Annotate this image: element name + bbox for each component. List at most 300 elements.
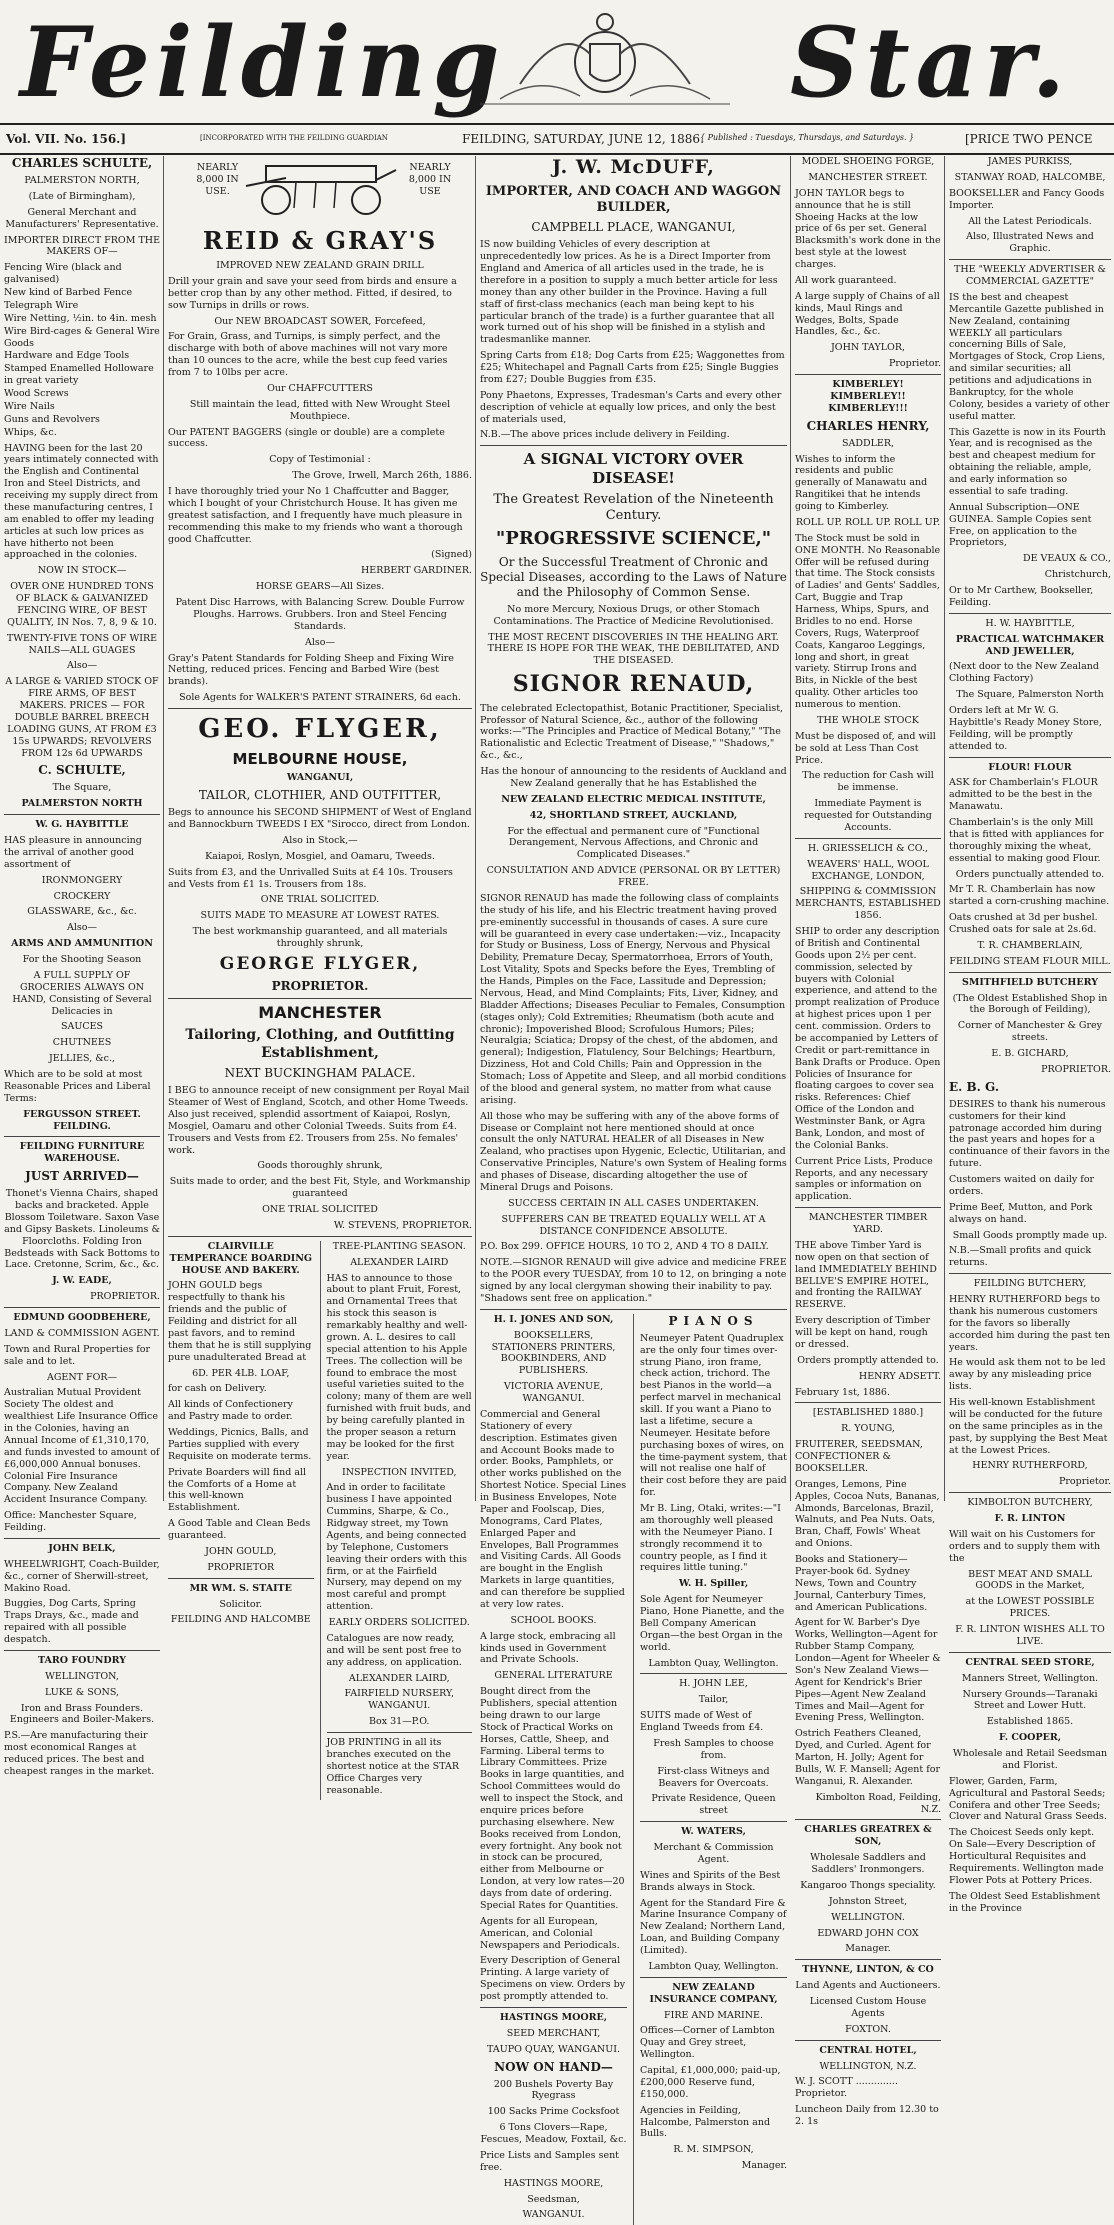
cooper-name: F. COOPER,: [998, 1732, 1062, 1744]
insurance-capital: Capital, £1,000,000; paid-up, £200,000 Reserve fund, £150,000.: [640, 2065, 781, 2100]
laird-sign: ALEXANDER LAIRD,: [348, 1672, 450, 1684]
purkiss-bookseller: BOOKSELLER and Fancy Goods Importer.: [949, 187, 1105, 211]
masthead-title-left: Feilding: [20, 6, 506, 119]
waters-wines: Wines and Spirits of the Best Brands always in Stock.: [640, 1869, 781, 1893]
sole-agents: Sole Agents for WALKER'S PATENT STRAINERS, 6d each.: [179, 692, 461, 704]
chaffcutters-text: Still maintain the lead, fitted with New Wrought Steel Mouthpiece.: [189, 398, 451, 422]
grain-drill-icon: [246, 156, 396, 218]
haybittle-also: Also—: [67, 922, 97, 934]
list-item: Wire Bird-cages & General Wire Goods: [4, 325, 160, 349]
campbell-place: CAMPBELL PLACE, WANGANUI,: [531, 220, 736, 235]
prime-beef: Prime Beef, Mutton, and Pork always on hand.: [949, 1201, 1093, 1225]
lee-role: Tailor,: [698, 1694, 729, 1706]
volume-number: Vol. VII. No. 156.]: [6, 132, 127, 146]
buggies-text: Buggies, Dog Carts, Spring Traps Drays, &c., made and repaired with all possible despatch.: [4, 1598, 139, 1645]
griesselich-name: H. GRIESSELICH & CO.,: [807, 842, 929, 854]
all-work: All work guaranteed.: [795, 274, 897, 286]
choicest-seeds: The Choicest Seeds only kept. On Sale—Every Description of Horticultural Requisites and Requirements. Wellington made Flower Pots at Pottery Prices.: [949, 1827, 1104, 1886]
flyger-wanganui: WANGANUI,: [286, 772, 354, 784]
renaud-po-box: P.O. Box 299. OFFICE HOURS, 10 TO 2, AND 4 TO 8 DAILY.: [480, 1241, 769, 1253]
adsett-name: HENRY ADSETT.: [858, 1370, 941, 1382]
jones-address: VICTORIA AVENUE, WANGANUI.: [503, 1381, 604, 1404]
gould-text: JOHN GOULD begs respectfully to thank his friends and the public of Feilding and district for all past favors, and to remind them that he is still supplying pure unadulterated Bread at: [168, 1280, 312, 1363]
haybittle-text: HAS pleasure in announcing the arrival of another good assortment of: [4, 835, 142, 870]
hastings-wanganui: WANGANUI.: [522, 2209, 585, 2221]
renaud-honour: Has the honour of announcing to the residents of Auckland and New Zealand generally that he has Established the: [480, 766, 787, 789]
horse-gears: HORSE GEARS—All Sizes.: [255, 581, 385, 593]
chamberlain-name: T. R. CHAMBERLAIN,: [977, 939, 1083, 951]
schulte-late: (Late of Birmingham),: [28, 190, 136, 202]
next-door: (Next door to the New Zealand Clothing Factory): [949, 661, 1099, 685]
spiller-text: Sole Agent for Neumeyer Piano, Hone Pianette, and the Bell Company American Organ—the best Organ in the world.: [640, 1594, 785, 1653]
central-place: WELLINGTON, N.Z.: [819, 2060, 917, 2072]
carthew-text: Or to Mr Carthew, Bookseller, Feilding.: [949, 585, 1094, 608]
issue-date: FEILDING, SATURDAY, JUNE 12, 1886.: [462, 132, 704, 146]
timber-heading: MANCHESTER TIMBER YARD.: [808, 1212, 928, 1235]
column-rule: [163, 156, 164, 1501]
central-seed-store: CENTRAL SEED STORE,: [965, 1656, 1095, 1668]
column-1: [4, 156, 161, 1777]
flyger-text: Begs to announce his SECOND SHIPMENT of West of England and Bannockburn TWEEDS I EX "Sirocco, direct from London.: [168, 807, 472, 830]
chaffcutters-heading: Our CHAFFCUTTERS: [267, 382, 373, 394]
suits-text: Suits from £3, and the Unrivalled Suits at £4 10s. Trousers and Vests from £1 1s. Trousers from 18s.: [168, 866, 453, 890]
taylor-text: JOHN TAYLOR begs to announce that he is still Shoeing Hacks at the low price of 6s per set. General Blacksmith's work done in the best style at the lowest charges.: [795, 187, 941, 270]
oats-text: Oats crushed at 3d per bushel. Crushed oats for sale at 2s.6d.: [949, 912, 1098, 935]
testimonial-signed: (Signed): [431, 549, 472, 561]
scott-proprietor: W. J. SCOTT .............. Proprietor.: [795, 2076, 898, 2100]
column-rule: [475, 156, 476, 1501]
furniture-text: Thonet's Vienna Chairs, shaped backs and bracketed. Apple Blossom Toiletware. Saxon Vase and Gipsy Baskets. Linoleums & Floorcloths. Folding Iron Bedsteads with Sack Bottoms to Lace. Cretonne, Scrim, &c., &c.: [4, 1188, 160, 1271]
flyger-title: GEO. FLYGER,: [198, 714, 442, 744]
clairville-ad: [168, 1241, 314, 1801]
best-meat: BEST MEAT AND SMALL GOODS in the Market,: [968, 1568, 1092, 1592]
groceries-text: A FULL SUPPLY OF GROCERIES ALWAYS ON HAND, Consisting of Several Delicacies in: [12, 969, 152, 1017]
kimberley-heading: KIMBERLEY! KIMBERLEY!! KIMBERLEY!!!: [828, 379, 908, 414]
importer-list: [4, 262, 160, 438]
now-in-stock: NOW IN STOCK—: [37, 565, 127, 577]
renaud-effectual: For the effectual and permanent cure of "Functional Derangement, Nervous Affections, and Chronic and Complicated Diseases.": [507, 825, 760, 861]
just-arrived: JUST ARRIVED—: [25, 1169, 139, 1184]
manners-street: Manners Street, Wellington.: [961, 1672, 1099, 1684]
renaud-consultation: CONSULTATION AND ADVICE (PERSONAL OR BY LETTER) FREE.: [486, 865, 781, 888]
small-profits: N.B.—Small profits and quick returns.: [949, 1245, 1092, 1269]
printing-text: Every Description of General Printing. A large variety of Specimens on view. Orders by post promptly attended to.: [480, 1955, 626, 2002]
greatrex-wellington: WELLINGTON.: [831, 1911, 905, 1923]
renaud-sufferers: SUFFERERS CAN BE TREATED EQUALLY WELL AT A DISTANCE CONFIDENCE ABSOLUTE.: [501, 1213, 766, 1237]
school-books: SCHOOL BOOKS.: [510, 1614, 597, 1626]
forge-heading: MODEL SHOEING FORGE,: [801, 156, 935, 167]
gazette-subscription: Annual Subscription—ONE GUINEA. Sample Copies sent Free, on application to the Proprietors,: [949, 501, 1092, 549]
linton-name: F. R. LINTON: [994, 1513, 1066, 1524]
pianos-ad: [640, 1314, 787, 2225]
renaud-address: 42, SHORTLAND STREET, AUCKLAND,: [529, 809, 738, 821]
signal-victory: A SIGNAL VICTORY OVER DISEASE!: [523, 450, 744, 487]
rutherford-text: HENRY RUTHERFORD begs to thank his numerous customers for the favors so liberally accorded him during the past ten years.: [949, 1294, 1111, 1353]
tailoring-title: Tailoring, Clothing, and Outfitting Establishment,: [185, 1027, 455, 1061]
piano-text: Neumeyer Patent Quadruplex are the only four times over-strung Piano, iron frame, check action, trichord. The best Pianos in the world—a perfect marvel in mechanical skill. If you want a Piano to last a lifetime, secure a Neumeyer. Hesitate before purchasing boxes of wires, on the time-payment system, that will not realise one half of their cost before they are paid for.: [640, 1332, 787, 1499]
harrows-text: Patent Disc Harrows, with Balancing Screw. Double Furrow Ploughs. Harrows. Grubbers. Iron and Steel Fencing Standards.: [175, 597, 465, 632]
current-prices: Current Price Lists, Produce Reports, and any necessary samples or information on application.: [795, 1155, 933, 1203]
fruiterer-heading: FRUITERER, SEEDSMAN, CONFECTIONER & BOOKSELLER.: [795, 1439, 923, 1474]
oldest-seed: The Oldest Seed Establishment in the Province: [949, 1890, 1101, 1914]
henry-role: SADDLER,: [841, 437, 895, 449]
george-flyger: GEORGE FLYGER,: [219, 953, 421, 974]
young-name: R. YOUNG,: [841, 1423, 895, 1435]
gazette-more: This Gazette is now in its Fourth Year, and is recognised as the best and cheapest medium for obtaining the reliable, ample, and early information so essential to safe trading.: [949, 426, 1106, 497]
column-rule: [944, 156, 945, 1501]
gichard-name: E. B. GICHARD,: [991, 1048, 1069, 1059]
schulte-role: General Merchant and Manufacturers' Representative.: [5, 206, 159, 230]
kimbolton-road: Kimbolton Road, Feilding, N.Z.: [815, 1791, 941, 1815]
haybittle-item: GLASSWARE, &c., &c.: [27, 906, 137, 918]
orders-prompt: Orders promptly attended to.: [797, 1354, 939, 1366]
gould-name: JOHN GOULD,: [205, 1545, 277, 1557]
renaud-body: SIGNOR RENAUD has made the following class of complaints the study of his life, and his Electric treatment having proved pre-eminently successful in thousands of cases. A sure cure will be guaranteed in every case undertaken:—viz., Incapacity for Study or Business, Loss of Energy, Nervous and Physical Debility, Premature Decay, Spermatorrhoea, Errors of Youth, Lost Vitality, Spots and Specks before the Eyes, Trembling of the Hands, Pimples on the Face, Lassitude and Depression; Nervous, Head, and Mind Complaints; Fits, Liver, Kidney, and Bladder Affections; Diseases Peculiar to Females, Consumption (stages only); Cold Extremities; Rheumatism (both acute and chronic); Impoverished Blood; Scrofulous Humors; Piles; Neuralgia; Sciatica; Dropsy of the chest, of the abdomen, and general); Indigestion, Flatulency, Sour Belchings; Heartburn, Dizziness, Hot and Cold Chills; Pain and Oppression in the Stomach; Loss of Appetite and Sleep, and all morbid conditions of the blood and general system, no matter from what cause arising.: [480, 892, 787, 1106]
punctually-attended: Orders punctually attended to.: [955, 868, 1105, 880]
steam-mill: FEILDING STEAM FLOUR MILL.: [949, 955, 1111, 967]
catalogues: Catalogues are now ready, and will be sent post free to any address, on application.: [326, 1632, 462, 1668]
grays-patent: Gray's Patent Standards for Folding Sheep and Fixing Wire Netting, reduced prices. Fencing and Barbed Wire (best brands).: [168, 652, 454, 688]
foundry-heading: TARO FOUNDRY: [37, 1654, 126, 1666]
renaud-text: The celebrated Eclectopathist, Botanic Practitioner, Specialist, Professor of Natural Science, &c., author of the following works:—"The Principles and Practice of Medical Botany," "The Rationalistic and Eclectic Treatment of Disease," "Shadows," &c., &c.,: [480, 702, 784, 762]
column-5: [949, 156, 1111, 1914]
forge-street: MANCHESTER STREET.: [808, 171, 928, 183]
list-item: Wire Netting, ½in. to 4in. mesh: [4, 312, 157, 324]
having-text: HAVING been for the last 20 years intimately connected with the English and Continental Iron and Steel Districts, and receiving my supply direct from these manufacturing centres, I am enabled to offer my leading articles at such low prices as have hitherto not been approached in the colonies.: [4, 442, 159, 561]
list-item: Wood Screws: [4, 388, 69, 399]
melbourne-house: MELBOURNE HOUSE,: [232, 749, 408, 768]
dateline: [0, 123, 1114, 155]
suits-made: SUITS MADE TO MEASURE AT LOWEST RATES.: [200, 910, 440, 922]
ostrich-text: Ostrich Feathers Cleaned, Dyed, and Curled. Agent for Marton, H. Jolly; Agent for Bulls, W. F. Mansell; Agent for Wanganui, R. Alexander.: [795, 1728, 940, 1787]
ling-testimonial: Mr B. Ling, Otaki, writes:—"I am thoroughly well pleased with the Neumeyer Piano. I strongly recommend it to country people, as I find it requires little tuning.": [640, 1503, 781, 1574]
staite-name: MR WM. S. STAITE: [189, 1582, 292, 1594]
grocery-item: CHUTNEES: [52, 1037, 112, 1049]
price: [PRICE TWO PENCE: [965, 132, 1093, 146]
mcduff-nb: N.B.—The above prices include delivery in Feilding.: [480, 429, 730, 441]
column-3: [480, 156, 788, 2221]
also-label: Also—: [305, 636, 335, 648]
column-rule: [790, 156, 791, 1501]
importer-heading: IMPORTER DIRECT FROM THE MAKERS OF—: [4, 234, 161, 258]
table-beds: A Good Table and Clean Beds guaranteed.: [168, 1518, 311, 1541]
ship-text: SHIP to order any description of British and Continental Goods upon 2½ per cent. commission, selected by buyers with Colonial experience, and attend to the prompt realization of Produce at highest prices upon 1 per cent. commission. Orders to be accompanied by Letters of Credit or part-remittance in Bank Drafts or Produce. Open Policies of Insurance for floating cargoes to cover sea risks. References: Chief Office of the London and Westminster Bank, or Agra Bank, London, and most of the Colonial Banks.: [795, 926, 941, 1151]
spring-carts: Spring Carts from £18; Dog Carts from £25; Waggonettes from £25; Whitechapel and Pagnall Carts from £25; Single Buggies from £27; Double Buggies from £35.: [480, 350, 785, 385]
manchester-title: MANCHESTER: [258, 1003, 382, 1023]
progressive-science: "PROGRESSIVE SCIENCE,": [495, 528, 772, 550]
henry-name: CHARLES HENRY,: [806, 418, 930, 433]
smithfield-oldest: (The Oldest Established Shop in the Borough of Feilding),: [952, 992, 1108, 1016]
haybittle-name-2: H. W. HAYBITTLE,: [985, 617, 1075, 629]
lowest-prices: at the LOWEST POSSIBLE PRICES.: [965, 1596, 1095, 1620]
foundry-place: WELLINGTON,: [45, 1670, 119, 1682]
agent-for: AGENT FOR—: [46, 1371, 118, 1383]
barber-text: Agent for W. Barber's Dye Works, Wellington—Agent for Rubber Stamp Company, London—Agent for Wheeler & Son's New Zealand Views—Agent for Kendrick's Brier Pipes—Agent New Zealand Times and Mail—Agent for Evening Press, Wellington.: [795, 1617, 941, 1724]
insurance-agencies: Agencies in Feilding, Halcombe, Palmerston and Bulls.: [640, 2104, 771, 2140]
customers-waited: Customers waited on daily for orders.: [949, 1174, 1095, 1197]
loaf-price: 6D. PER 4LB. LOAF,: [192, 1367, 290, 1379]
eade-name: J. W. EADE,: [52, 1275, 112, 1287]
office-text: Office: Manchester Square, Feilding.: [4, 1510, 137, 1533]
mcduff-title: J. W. McDUFF,: [552, 156, 715, 178]
taupo-quay: TAUPO QUAY, WANGANUI.: [487, 2043, 620, 2055]
lee-residence: Private Residence, Queen street: [651, 1793, 776, 1817]
baggers-text: Our PATENT BAGGERS (single or double) are a complete success.: [168, 426, 445, 450]
testimonial-text: I have thoroughly tried your No 1 Chaffcutter and Bagger, which I bought of your Christchurch House. It has given me greatest satisfaction, and I frequently have much pleasure in recommending this make to my friends who want a thorough good Chaffcutter.: [168, 486, 463, 545]
nearly-8000-right: NEARLY 8,000 IN USE: [408, 162, 452, 197]
rutherford-name: HENRY RUTHERFORD,: [972, 1460, 1088, 1472]
testimonial-copy: Copy of Testimonial :: [269, 454, 371, 466]
crushing-text: Mr T. R. Chamberlain has now started a corn-crushing machine.: [949, 884, 1110, 908]
renaud-institute: NEW ZEALAND ELECTRIC MEDICAL INSTITUTE,: [501, 793, 766, 805]
no-more: No more Mercury, Noxious Drugs, or other Stomach Contaminations. The Practice of Medicine Revolutionised.: [493, 603, 774, 627]
incorporated-note: [INCORPORATED WITH THE FEILDING GUARDIAN: [200, 134, 388, 142]
ebg-initials: E. B. G.: [949, 1079, 999, 1094]
list-item: Wire Nails: [4, 400, 55, 412]
masthead-title-right: Star.: [790, 6, 1072, 119]
laird-text: HAS to announce to those about to plant Fruit, Forest, and Ornamental Trees that his stock this season is remarkably healthy and well-grown. A. L. desires to call special attention to his Apple Trees. The collection will be found to embrace the most useful varieties suited to the colony; many of them are well furnished with fruit buds, and by being carefully planted in the proper season a return may be looked for the first year.: [326, 1272, 472, 1462]
schulte-sign-town: PALMERSTON NORTH: [21, 798, 143, 810]
licensed-agents: Licensed Custom House Agents: [809, 1996, 927, 2019]
thynne-name: THYNNE, LINTON, & CO: [802, 1964, 934, 1976]
schulte-place: PALMERSTON NORTH,: [24, 175, 140, 186]
arms-for: For the Shooting Season: [22, 954, 142, 965]
pianos-heading: PIANOS: [668, 1313, 759, 1328]
goodbehere-name: EDMUND GOODBEHERE,: [13, 1312, 151, 1323]
also-label: Also—: [67, 660, 97, 672]
laird-name: ALEXANDER LAIRD: [350, 1256, 449, 1268]
land-text: Town and Rural Properties for sale and to let.: [4, 1343, 151, 1367]
confectionery: All kinds of Confectionery and Pastry made to order.: [168, 1399, 293, 1423]
jones-ad: [480, 1314, 627, 2225]
central-hotel: CENTRAL HOTEL,: [819, 2044, 917, 2056]
linton-text: Will wait on his Customers for orders and to supply them with the: [949, 1528, 1101, 1564]
seedsman: Seedsman,: [527, 2193, 580, 2205]
books-text: Books and Stationery—Prayer-book 6d. Sydney News, Town and Country Journal, Canterbury Times, and American Publications.: [795, 1554, 928, 1613]
foundry-firm: LUKE & SONS,: [44, 1686, 120, 1698]
mcduff-text: IS now building Vehicles of every description at unprecedentedly low prices. As he is a Direct Importer from England and America of all articles used in the trade, he is therefore in a position to supply a much better article for less money than any other builder in the Province. Having a full staff of first-class mechanics (each man being kept to his particular branch of the trade) is a further guarantee that all work turned out of his shop will be finished in a stylish and tradesmanlike manner.: [480, 239, 778, 346]
eade-role: PROPRIETOR.: [90, 1291, 160, 1303]
purkiss-name: JAMES PURKISS,: [987, 156, 1073, 167]
chamberlain-text: ASK for Chamberlain's FLOUR admitted to be the best in the Manawatu.: [949, 777, 1098, 813]
spiller-address: Lambton Quay, Wellington.: [648, 1657, 779, 1669]
reid-gray-title: REID & GRAY'S: [202, 226, 438, 255]
one-trial-2: ONE TRIAL SOLICITED: [262, 1204, 378, 1215]
orders-left: Orders left at Mr W. G. Haybittle's Ready Money Store, Feilding, will be promptly attended to.: [949, 705, 1102, 752]
foundry-text: Iron and Brass Founders. Engineers and Boiler-Makers.: [9, 1702, 155, 1726]
timber-text: THE above Timber Yard is now open on that section of land IMMEDIATELY BEHIND BELLVE'S EMPIRE HOTEL, and fronting the RAILWAY RESERVE.: [795, 1239, 937, 1311]
broadcast-text: For Grain, Grass, and Turnips, is simply perfect, and the discharge with both of above machines will not vary more than 10 ounces to the acre, while the best cup feed varies from 7 to 10lbs per acre.: [168, 331, 448, 378]
simpson-role: Manager.: [741, 2160, 788, 2172]
pony-phaetons: Pony Phaetons, Expresses, Tradesman's Carts and every other description of vehicle at equally low prices, and only the best of materials used,: [480, 389, 782, 425]
greatrex-name: CHARLES GREATREX & SON,: [804, 1824, 932, 1848]
list-item: Whips, &c.: [4, 426, 57, 438]
taylor-name: JOHN TAYLOR,: [830, 342, 906, 354]
fire-marine: FIRE AND MARINE.: [663, 2009, 764, 2021]
grocery-item: JELLIES, &c.,: [48, 1053, 116, 1065]
luncheon: Luncheon Daily from 12.30 to 2. 1s: [795, 2104, 939, 2127]
nearly-8000-left: NEARLY 8,000 IN USE.: [196, 162, 239, 197]
drill-text: Drill your grain and save your seed from birds and ensure a better crop than by any other method. Fitted, if desired, to sow Turnips in drills or rows.: [168, 275, 457, 311]
feilding-butchery: FEILDING BUTCHERY,: [973, 1278, 1087, 1290]
schulte-sign-place: The Square,: [52, 782, 112, 794]
roll-up: ROLL UP. ROLL UP. ROLL UP.: [795, 516, 941, 528]
suits-order: Suits made to order, and the best Fit, Style, and Workmanship guaranteed: [169, 1176, 471, 1200]
hastings-item: 200 Bushels Poverty Bay Ryegrass: [493, 2078, 614, 2102]
immediate-payment: Immediate Payment is requested for Outstanding Accounts.: [804, 798, 932, 833]
agents-for: Agents for all European, American, and Colonial Newspapers and Periodicals.: [480, 1915, 620, 1951]
weddings: Weddings, Picnics, Balls, and Parties supplied with every Requisite on moderate terms.: [168, 1427, 312, 1462]
wheelwright-text: WHEELWRIGHT, Coach-Builder, &c., corner of Sherwill-street, Makino Road.: [4, 1558, 160, 1594]
waters-role: Merchant & Commission Agent.: [653, 1842, 774, 1865]
tree-heading: TREE-PLANTING SEASON.: [332, 1240, 466, 1252]
waters-agent: Agent for the Standard Fire & Marine Insurance Company of New Zealand; Northern Land, Loan, and Building Company (Limited).: [640, 1897, 787, 1956]
signor-renaud: SIGNOR RENAUD,: [512, 671, 755, 698]
mill-text: Chamberlain's is the only Mill that is fitted with appliances for thoroughly mixing the wheat, essential to making good Flour.: [949, 817, 1104, 864]
seed-merchant: SEED MERCHANT,: [506, 2027, 601, 2039]
lee-suits: SUITS made of West of England Tweeds from £4.: [640, 1710, 764, 1733]
johnston-street: Johnston Street,: [828, 1895, 908, 1907]
recent-discoveries: THE MOST RECENT DISCOVERIES IN THE HEALING ART. THERE IS HOPE FOR THE WEAK, THE DEBILITATED, AND THE DISEASED.: [487, 631, 780, 667]
smithfield-heading: SMITHFIELD BUTCHERY: [961, 976, 1099, 988]
shipping-heading: SHIPPING & COMMISSION MERCHANTS, ESTABLISHED 1856.: [795, 886, 941, 922]
jones-trade: BOOKSELLERS, STATIONERS PRINTERS, BOOKBINDERS, AND PUBLISHERS.: [491, 1329, 616, 1377]
insurance-offices: Offices—Corner of Lambton Quay and Grey street, Wellington.: [640, 2025, 775, 2061]
spiller-name: W. H. Spiller,: [678, 1578, 749, 1590]
price-lists: Price Lists and Samples sent free.: [480, 2149, 620, 2173]
hastings-item: 6 Tons Clovers—Rape, Fescues, Meadow, Foxtail, &c.: [480, 2122, 627, 2145]
list-item: Telegraph Wire: [4, 299, 79, 311]
laird-box: Box 31—P.O.: [369, 1716, 430, 1728]
agent-text: Australian Mutual Provident Society The oldest and wealthiest Life Insurance Office in the Colonies, having an Annual Income of £1,310,170, and funds invested to amount of £6,000,000 Annual bonuses. Colonial Fire Insurance Company. New Zealand Accident Insurance Company.: [4, 1387, 160, 1506]
laird-ad: [327, 1241, 473, 1801]
list-item: Fencing Wire (black and galvanised): [4, 262, 122, 286]
testimonial-date: The Grove, Irwell, March 26th, 1886.: [292, 470, 472, 482]
gazette-text: IS the best and cheapest Mercantile Gazette published in New Zealand, containing WEEKLY all particulars concerning Bills of Sale, Mortgages of Stock, Crop Liens, and similar securities; all petitions and adjudications in Bankruptcy, for the whole Colony, besides a variety of other useful matter.: [949, 291, 1110, 422]
now-on-hand: NOW ON HAND—: [494, 2059, 613, 2074]
column-2: [168, 156, 472, 1796]
illustrated-news: Also, Illustrated News and Graphic.: [966, 231, 1094, 255]
list-item: Guns and Revolvers: [4, 413, 100, 425]
early-orders: EARLY ORDERS SOLICITED.: [328, 1617, 470, 1628]
lee-witneys: First-class Witneys and Beavers for Overcoats.: [657, 1765, 770, 1789]
best-workmanship: The best workmanship guaranteed, and all materials throughly shrunk,: [192, 926, 448, 949]
testimonial-author: HERBERT GARDINER.: [360, 565, 472, 577]
gazette-heading: THE "WEEKLY ADVERTISER & COMMERCIAL GAZETTE": [954, 264, 1106, 287]
staite-role: Solicitor.: [219, 1598, 263, 1610]
coat-of-arms-icon: [480, 4, 730, 114]
list-item: Hardware and Edge Tools: [4, 350, 130, 362]
school-text: A large stock, embracing all kinds used in Government and Private Schools.: [480, 1630, 616, 1666]
list-item: Stamped Enamelled Holloware in great variety: [4, 363, 154, 387]
linton-wishes: F. R. LINTON WISHES ALL TO LIVE.: [955, 1624, 1105, 1647]
foxton: FOXTON.: [845, 2023, 891, 2035]
fruit-text: Oranges, Lemons, Pine Apples, Cocoa Nuts, Bananas, Almonds, Barcelonas, Brazil, Walnuts, and Pea Nuts. Oats, Bran, Chaff, Fowls' Wheat and Onions.: [795, 1478, 940, 1550]
wire-nails-stock: TWENTY-FIVE TONS OF WIRE NAILS—ALL GUAGES: [6, 632, 158, 656]
weavers-hall: WEAVERS' HALL, WOOL EXCHANGE, LONDON,: [807, 858, 929, 882]
every-timber: Every description of Timber will be kept on hand, rough or dressed.: [795, 1315, 931, 1350]
whole-stock-text: Must be disposed of, and will be sold at Less Than Cost Price.: [795, 730, 936, 766]
gould-role: PROPRIETOR: [207, 1561, 275, 1573]
adsett-date: February 1st, 1886.: [795, 1386, 890, 1398]
list-item: New kind of Barbed Fence: [4, 287, 133, 298]
seed-established: Established 1865.: [986, 1716, 1074, 1728]
whole-stock: THE WHOLE STOCK: [817, 714, 919, 726]
haybittle-name: W. G. HAYBITTLE: [35, 819, 129, 831]
foundry-ps: P.S.—Are manufacturing their most economical Ranges at reduced prices. The best and cheapest ranges in the market.: [4, 1730, 155, 1777]
arms-heading: ARMS AND AMMUNITION: [11, 938, 153, 950]
fencing-wire-stock: OVER ONE HUNDRED TONS OF BLACK & GALVANIZED FENCING WIRE, OF BEST QUALITY, IN Nos. 7, 8, 9 & 10.: [7, 581, 157, 628]
clairville-heading: CLAIRVILLE TEMPERANCE BOARDING HOUSE AND BAKERY.: [169, 1240, 312, 1276]
taylor-role: Proprietor.: [889, 358, 941, 370]
nursery-grounds: Nursery Grounds—Taranaki Street and Lower Hutt.: [962, 1688, 1098, 1712]
haybittle-item: CROCKERY: [53, 890, 111, 902]
inspection-text: And in order to facilitate business I have appointed Cummins, Sharpe, & Co., Ridgway street, my Town Agents, and being connected by Telephone, Customers leaving their orders with this firm, or at the Fairfield Nursery, may depend on my most careful and prompt attention.: [326, 1482, 467, 1613]
waters-name: W. WATERS,: [681, 1826, 746, 1838]
stock-text: The Stock must be sold in ONE MONTH. No Reasonable Offer will be refused during that time. The Stock consists of Ladies' and Gents' Saddles, Cart, Buggie and Trap Harness, Whips, Spurs, and Bridles to no end. Horse Covers, Rugs, Waterproof Coats, Kangaroo Leggings, long and short, in great variety. Stirrup Irons and Bits, in Nickle of the best quality. Other articles too numerous to mention.: [795, 532, 941, 710]
rutherford-well-known: His well-known Establishment will be conducted for the future on the same principles as in the past, by supplying the Best Meat at the Lowest Prices.: [949, 1397, 1108, 1456]
for-cash: for cash on Delivery.: [168, 1383, 267, 1395]
watchmaker-heading: PRACTICAL WATCHMAKER AND JEWELLER,: [955, 633, 1105, 657]
haybittle-item: IRONMONGERY: [41, 874, 123, 886]
cooper-role: Wholesale and Retail Seedsman and Florist.: [952, 1748, 1108, 1771]
cox-role: Manager.: [845, 1943, 891, 1955]
beg-text: I BEG to announce receipt of new consignment per Royal Mail Steamer of West of England, Scotch, and other Home Tweeds. Also just received, splendid assortment of Kaiapoi, Roslyn, Mosgiel, Oamaru and other Colonial Tweeds. Suits from £4. Trousers and Vests from £2. Trousers from 25s. No females' work.: [168, 1085, 470, 1156]
furniture-heading: FEILDING FURNITURE WAREHOUSE.: [19, 1141, 145, 1165]
flyger-tailor: TAILOR, CLOTHIER, AND OUTFITTER,: [198, 788, 442, 803]
fergusson-street: FERGUSSON STREET. FEILDING.: [23, 1108, 141, 1132]
reduction-text: The reduction for Cash will be immense.: [802, 770, 934, 794]
lee-name: H. JOHN LEE,: [679, 1678, 748, 1690]
latest-periodicals: All the Latest Periodicals.: [968, 215, 1092, 227]
also-in-stock: Also in Stock,—: [282, 834, 358, 846]
goods-shrunk: Goods thoroughly shrunk,: [257, 1160, 383, 1172]
greatrex-trade: Wholesale Saddlers and Saddlers' Ironmongers.: [810, 1852, 926, 1875]
schulte-name: CHARLES SCHULTE,: [11, 156, 153, 170]
lee-samples: Fresh Samples to choose from.: [653, 1737, 774, 1761]
schulte-signature: C. SCHULTE,: [38, 763, 126, 778]
ebg-text: DESIRES to thank his numerous customers for their kind patronage accorded him during the past years and hopes for a continuance of their favors in the future.: [949, 1098, 1110, 1170]
kaiapoi-text: Kaiapoi, Roslyn, Mosgiel, and Oamaru, Tweeds.: [205, 850, 435, 862]
belk-name: JOHN BELK,: [48, 1542, 116, 1554]
kimbolton-butchery: KIMBOLTON BUTCHERY,: [967, 1497, 1093, 1509]
staite-place: FEILDING AND HALCOMBE: [170, 1614, 311, 1626]
simpson-name: R. M. SIMPSON,: [673, 2144, 754, 2156]
henry-text: Wishes to inform the residents and public generally of Manawatu and Rangitikei that he intends going to Kimberley.: [795, 453, 928, 512]
grocery-item: SAUCES: [60, 1021, 104, 1033]
the-square: The Square, Palmerston North: [956, 689, 1104, 701]
hastings-item: 100 Sacks Prime Cocksfoot: [487, 2106, 620, 2118]
one-trial: ONE TRIAL SOLICITED.: [260, 894, 380, 906]
general-literature: GENERAL LITERATURE: [494, 1670, 613, 1682]
land-agent: LAND & COMMISSION AGENT.: [4, 1327, 160, 1339]
renaud-note: NOTE.—SIGNOR RENAUD will give advice and medicine FREE to the POOR every TUESDAY, from 10 to 12, on bringing a note signed by any local clergyman showing their inability to pay. "Shadows sent free on application.": [480, 1257, 787, 1304]
young-established: [ESTABLISHED 1880.]: [812, 1407, 924, 1419]
firearms-text: A LARGE & VARIED STOCK OF FIRE ARMS, OF BEST MAKERS. PRICES — FOR DOUBLE BARREL BREECH LOADING GUNS, AT FROM £3 15s UPWARDS; REVOLVERS FROM 12s 6d UPWARDS: [5, 676, 159, 759]
successful-treatment: Or the Successful Treatment of Chronic and Special Diseases, according to the Laws of Nature and the Philosophy of Common Sense.: [480, 554, 787, 599]
gichard-role: PROPRIETOR.: [1041, 1063, 1111, 1075]
laird-nursery: FAIRFIELD NURSERY, WANGANUI.: [344, 1688, 455, 1712]
flyger-proprietor: PROPRIETOR.: [271, 979, 369, 994]
publish-days: { Published : Tuesdays, Thursdays, and Saturdays. }: [700, 133, 915, 142]
job-printing: JOB PRINTING in all its branches executed on the shortest notice at the STAR Office Charges very reasonable.: [326, 1737, 459, 1796]
stanway-road: STANWAY ROAD, HALCOMBE,: [954, 171, 1106, 183]
rutherford-role: Proprietor.: [1059, 1476, 1111, 1488]
literature-text: Bought direct from the Publishers, special attention being drawn to our large Stock of Practical Works on Horses, Cattle, Sheep, and Farming. Liberal terms to Library Committees. Prize Books in large quantities, and School Committees would do well to inspect the Stock, and enquire prices before purchasing elsewhere. New Books received from London, every fortnight. Any book not in stock can be procured, either from Melbourne or London, at very low rates—20 days from date of ordering. Special Rates for Quantities.: [480, 1686, 625, 1911]
kangaroo-thongs: Kangaroo Thongs speciality.: [800, 1879, 936, 1891]
hastings-moore-2: HASTINGS MOORE,: [503, 2177, 604, 2189]
boarders: Private Boarders will find all the Comforts of a Home at this well-known Establishment.: [168, 1466, 307, 1514]
